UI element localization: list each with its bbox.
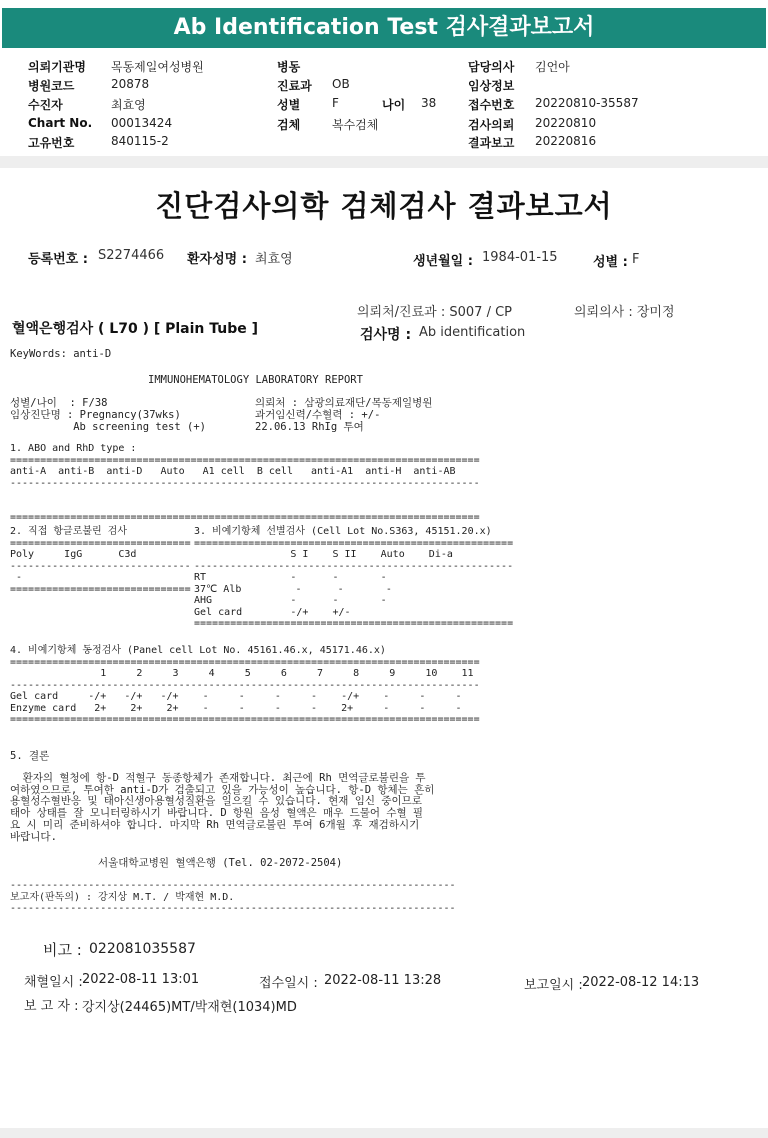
report-sex-value: F (632, 252, 640, 267)
collection-time-label: 채혈일시 : (24, 975, 83, 990)
specimen-value: 복수검체 (332, 118, 379, 132)
result-date-label: 결과보고 (468, 136, 515, 150)
birth-date-value: 1984-01-15 (482, 250, 558, 265)
test-name-value: Ab identification (419, 325, 526, 340)
receipt-no-value: 20220810-35587 (535, 96, 639, 110)
receipt-time-value: 2022-08-11 13:28 (324, 973, 442, 988)
unique-id-label: 고유번호 (28, 136, 75, 150)
patient-info-right: 의뢰처 : 삼광의료재단/목동제일병원 과거임신력/수혈력 : +/- 22.06.13 RhIg 투여 (255, 397, 433, 433)
test-name-label: 검사명 : (360, 327, 412, 343)
report-time-value: 2022-08-12 14:13 (582, 975, 700, 990)
referral-department: 의뢰처/진료과 : S007 / CP (357, 305, 512, 320)
antibody-screening-section: 3. 비예기항체 선별검사 (Cell Lot No.S363, 45151.20.x) ===================================================== S I S II Auto Di-a ----------------------------------------------------- RT - - - 37℃ Alb - - - AHG - - - Gel card -/+ +/- ===================================================== (194, 526, 514, 629)
receipt-no-label: 접수번호 (468, 98, 515, 112)
patient-value: 최효영 (111, 98, 146, 112)
section-divider (0, 156, 768, 168)
ward-label: 병동 (277, 60, 301, 74)
hospital-code-label: 병원코드 (28, 79, 75, 93)
conclusion-text: 환자의 혈청에 항-D 적혈구 동종항체가 존재합니다. 최근에 Rh 면역글로불린을 투 여하였으므로, 투여한 anti-D가 검출되고 있을 가능성이 높습니다. 항-D 항체는 흔히 용혈성수혈반응 및 태아신생아용혈성질환을 일으킬 수 있습니다. 현재 임신 중이므로 태아 상태를 잘 모니터링하시기 바랍니다. D 항원 음성 혈액은 매우 드물어 수혈 필 요 시 미리 준비하셔야 합니다. 마지막 Rh 면역글로불린 투여 6개월 후 재검하시기 바랍니다. (10, 772, 435, 843)
registration-no-value: S2274466 (98, 248, 165, 263)
reporter-block: -------------------------------------------------------------------------- 보고자(판독의) : 강지상 M.T. / 박재현 M.D. -------------------------------------------------------------------------- (10, 880, 456, 914)
request-date-value: 20220810 (535, 116, 597, 130)
department-label: 진료과 (277, 79, 312, 93)
patient-label: 수진자 (28, 98, 63, 112)
registration-no-label: 등록번호 : (28, 252, 88, 267)
patient-name-label: 환자성명 : (187, 252, 247, 267)
abo-rhd-section: 1. ABO and RhD type : ============================================================================== anti-A anti-B anti-D Auto A1 cell B cell anti-A1 anti-H anti-AB ------------------------------------------------------------------------------ ============================================================================== (10, 443, 480, 523)
request-date-label: 검사의뢰 (468, 118, 515, 132)
referral-doctor: 의뢰의사 : 장미정 (574, 305, 675, 320)
chart-no-value: 00013424 (111, 116, 173, 130)
direct-antiglobulin-section: 2. 직접 항글로불린 검사 ============================== Poly IgG C3d ------------------------------ - ============================== (10, 526, 191, 595)
birth-date-label: 생년월일 : (413, 254, 473, 269)
page-bottom-bar (0, 1128, 768, 1138)
reporter-value: 강지상(24465)MT/박재현(1034)MD (82, 1000, 297, 1015)
age-label: 나이 (382, 98, 406, 112)
report-title: 진단검사의학 검체검사 결과보고서 (155, 189, 613, 223)
sex-value: F (332, 96, 339, 110)
clinical-info-label: 임상정보 (468, 79, 515, 93)
note-label: 비고 : (43, 941, 82, 959)
receipt-time-label: 접수일시 : (259, 976, 318, 991)
lab-report-heading: IMMUNOHEMATOLOGY LABORATORY REPORT (148, 374, 363, 386)
note-value: 022081035587 (89, 941, 196, 957)
specimen-label: 검체 (277, 118, 301, 132)
patient-name-value: 최효영 (255, 252, 293, 267)
institution-value: 목동제일여성병원 (111, 60, 204, 74)
institution-label: 의뢰기관명 (28, 60, 86, 74)
collection-time-value: 2022-08-11 13:01 (82, 972, 200, 987)
unique-id-value: 840115-2 (111, 134, 169, 148)
doctor-value: 김언아 (535, 60, 570, 74)
test-group: 혈액은행검사 ( L70 ) [ Plain Tube ] (12, 321, 259, 337)
report-sex-label: 성별 : (593, 255, 628, 270)
result-date-value: 20220816 (535, 134, 597, 148)
conclusion-title: 5. 결론 (10, 750, 50, 762)
patient-info-left: 성별/나이 : F/38 임상진단명 : Pregnancy(37wks) Ab screening test (+) (10, 397, 206, 433)
chart-no-label: Chart No. (28, 116, 93, 130)
blood-bank-contact: 서울대학교병원 혈액은행 (Tel. 02-2072-2504) (98, 857, 343, 869)
sex-label: 성별 (277, 98, 301, 112)
report-time-label: 보고일시 : (524, 978, 583, 993)
doctor-label: 담당의사 (468, 60, 515, 74)
antibody-identification-section: 4. 비예기항체 동정검사 (Panel cell Lot No. 45161.46.x, 45171.46.x) ============================================================================== 1 2 3 4 5 6 7 8 9 10 11 ------------------------------------------------------------------------------ Gel card -/+ -/+ -/+ - - - - -/+ - - - Enzyme card 2+ 2+ 2+ - - - - 2+ - - - ============================================================================== (10, 645, 480, 725)
reporter-label: 보 고 자 : (24, 999, 79, 1014)
age-value: 38 (421, 96, 437, 110)
department-value: OB (332, 77, 350, 91)
hospital-code-value: 20878 (111, 77, 150, 91)
keywords: KeyWords: anti-D (10, 348, 112, 360)
report-banner-title: Ab Identification Test 검사결과보고서 (2, 8, 766, 48)
